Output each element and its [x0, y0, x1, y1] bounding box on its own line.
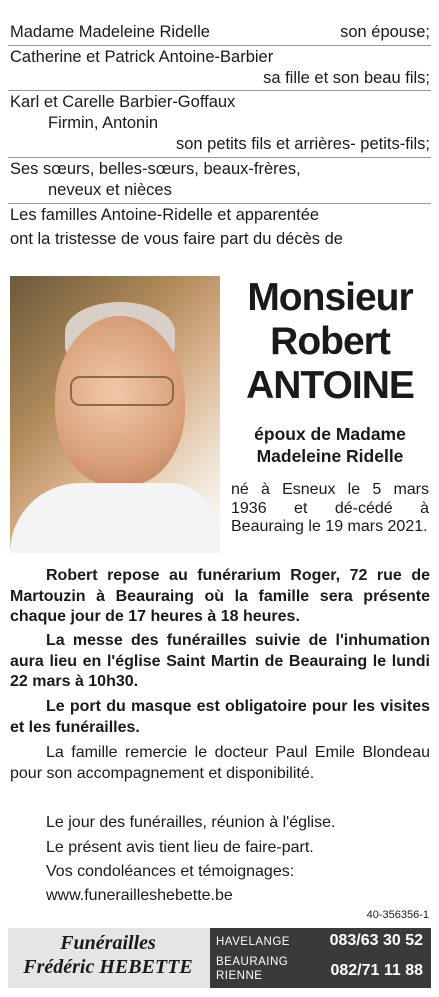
brand-line2: Frédéric HEBETTE — [23, 956, 193, 978]
portrait-photo — [10, 276, 220, 553]
thanks-paragraph: La famille remercie le docteur Paul Emile Blondeau pour son accompagnement et disponibilité. — [10, 744, 430, 782]
info-line: Le jour des funérailles, réunion à l'église. — [46, 814, 336, 831]
spouse-line1: époux de Madame — [254, 424, 406, 444]
announcement-text: ont la tristesse de vous faire part du décès de — [10, 230, 343, 248]
deceased-first-name: Robert — [270, 320, 390, 363]
family-sub: Firmin, Antonin — [48, 114, 159, 132]
family-row-daughter — [10, 47, 430, 89]
mask-paragraph: Le port du masque est obligatoire pour les visites et les funérailles. — [10, 698, 430, 736]
funerarium-paragraph: Robert repose au funérarium Roger, 72 rue de Martouzin à Beauraing où la famille sera présente chaque jour de 17 heures à 18 heures. — [10, 567, 430, 625]
spouse-line2: Madeleine Ridelle — [256, 446, 404, 466]
divider — [8, 45, 431, 46]
family-role: son petits fils et arrières- petits-fils; — [176, 135, 430, 153]
deceased-title: Monsieur — [247, 276, 413, 319]
contact-panel — [210, 928, 431, 988]
funeral-home-footer — [8, 928, 431, 988]
family-row-grandchildren — [10, 92, 430, 155]
family-name: Les familles Antoine-Ridelle et apparentée — [10, 206, 320, 224]
family-name: Madame Madeleine Ridelle — [10, 23, 210, 41]
phone-havelange[interactable]: 083/63 30 52 — [329, 932, 423, 949]
phone-beauraing[interactable]: 082/71 11 88 — [330, 962, 423, 979]
glasses-shape — [70, 376, 174, 406]
family-role: sa fille et son beau fils; — [263, 69, 430, 87]
family-name: Ses sœurs, belles-sœurs, beaux-frères, — [10, 160, 301, 178]
funeral-home-brand — [8, 931, 208, 979]
family-name: Karl et Carelle Barbier-Goffaux — [10, 93, 236, 111]
website-link[interactable]: www.funerailleshebette.be — [46, 887, 233, 904]
brand-line1: Funérailles — [60, 932, 156, 954]
location-rienne: RIENNE — [216, 970, 263, 982]
reference-number: 40-356356-1 — [366, 909, 429, 921]
family-sub: neveux et nièces — [48, 181, 172, 199]
deceased-spouse — [230, 423, 430, 467]
divider — [8, 203, 431, 204]
family-row-families — [10, 205, 430, 226]
family-role: son épouse; — [340, 23, 430, 41]
family-row-spouse — [10, 22, 430, 43]
divider — [8, 90, 431, 91]
location-havelange: HAVELANGE — [216, 936, 290, 948]
birth-death-text: né à Esneux le 5 mars 1936 et dé-cédé à Beauraing le 19 mars 2021. — [231, 481, 429, 535]
mass-paragraph: La messe des funérailles suivie de l'inhumation aura lieu en l'église Saint Martin de Beauraing le lundi 22 mars à 10h30. — [10, 632, 430, 690]
location-beauraing: BEAURAING — [216, 956, 289, 968]
divider — [8, 157, 431, 158]
family-name: Catherine et Patrick Antoine-Barbier — [10, 48, 274, 66]
info-line: Le présent avis tient lieu de faire-part. — [46, 839, 314, 856]
deceased-last-name: ANTOINE — [246, 364, 414, 407]
info-line: Vos condoléances et témoignages: — [46, 863, 295, 880]
shirt-shape — [10, 483, 220, 553]
family-row-siblings — [10, 159, 430, 201]
